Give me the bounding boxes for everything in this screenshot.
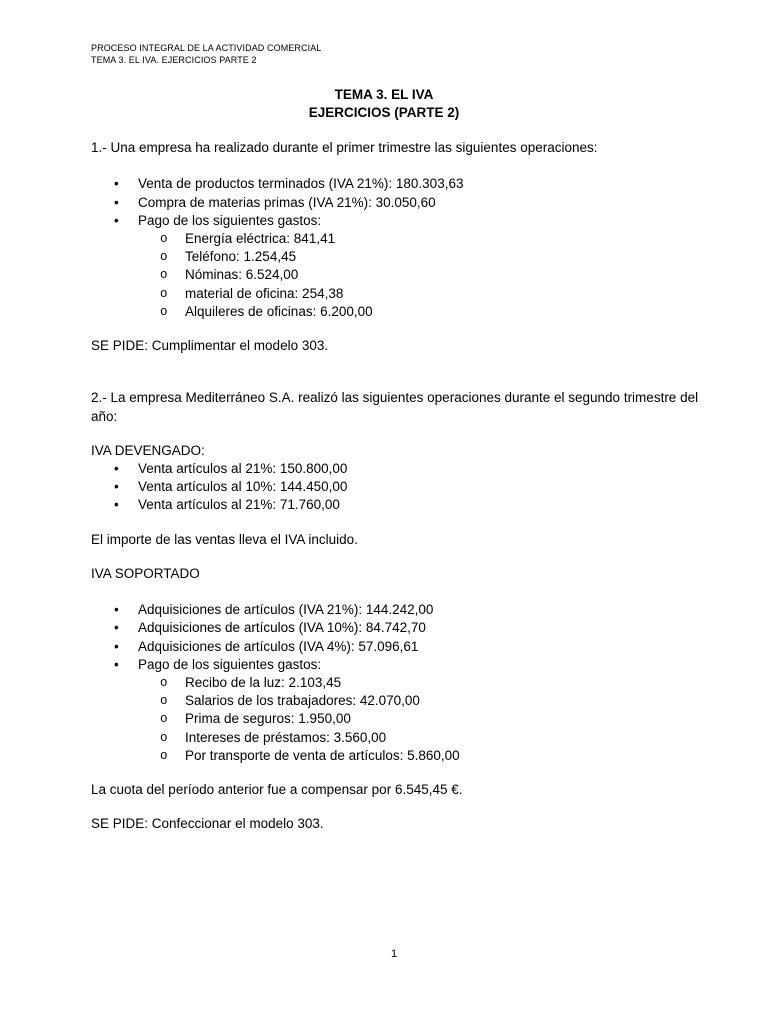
- sub-list-item: o Prima de seguros: 1.950,00: [185, 710, 705, 728]
- document-subtitle: EJERCICIOS (PARTE 2): [308, 105, 460, 120]
- list-item: • Pago de los siguientes gastos: o Energía eléctrica: 841,41 o Teléfono: 1.254,45 o Nóminas: 6.524,00 o material de oficina: 254,38 o Alquileres de oficinas: 6.200,00: [138, 212, 705, 321]
- running-header-course: PROCESO INTEGRAL DE LA ACTIVIDAD COMERCIAL: [91, 43, 322, 53]
- sub-list-item: o Recibo de la luz: 2.103,45: [185, 674, 705, 692]
- list-item: • Venta artículos al 21%: 71.760,00: [138, 496, 705, 514]
- list-item: • Venta de productos terminados (IVA 21%): 180.303,63: [138, 175, 705, 193]
- circle-bullet-icon: o: [160, 232, 168, 246]
- exercise-2-expenses-list: [138, 674, 705, 765]
- sub-list-item: o Por transporte de venta de artículos: 5.860,00: [185, 747, 705, 765]
- bullet-icon: •: [114, 656, 119, 672]
- circle-bullet-icon: o: [160, 676, 168, 691]
- bullet-icon: •: [114, 497, 119, 513]
- list-item: • Compra de materias primas (IVA 21%): 30.050,60: [138, 194, 705, 212]
- bullet-icon: •: [114, 638, 119, 654]
- document-body: [91, 139, 705, 833]
- circle-bullet-icon: o: [160, 304, 168, 319]
- circle-bullet-icon: o: [160, 250, 168, 265]
- list-item: • Venta artículos al 10%: 144.450,00: [138, 478, 705, 496]
- circle-bullet-icon: o: [160, 286, 168, 301]
- list-item: • Venta artículos al 21%: 150.800,00: [138, 460, 705, 478]
- circle-bullet-icon: o: [160, 694, 168, 709]
- circle-bullet-icon: o: [160, 712, 168, 727]
- circle-bullet-icon: o: [160, 268, 168, 283]
- exercise-2-task: SE PIDE: Confeccionar el modelo 303.: [91, 816, 324, 832]
- circle-bullet-icon: o: [160, 730, 168, 745]
- sub-list-item: o Salarios de los trabajadores: 42.070,00: [185, 692, 705, 710]
- sub-list-item: o material de oficina: 254,38: [185, 285, 705, 303]
- list-item: • Pago de los siguientes gastos: o Recibo de la luz: 2.103,45 o Salarios de los trabajadores: 42.070,00 o Prima de seguros: 1.950,00 o Intereses de préstamos: 3.560,00 o Por transporte de venta de artículos: 5.860,00: [138, 656, 705, 765]
- bullet-icon: •: [114, 602, 119, 618]
- exercise-1-expenses-list: [138, 230, 705, 321]
- circle-bullet-icon: o: [160, 748, 168, 763]
- iva-devengado-list: [91, 460, 705, 515]
- running-header-topic: TEMA 3. EL IVA. EJERCICIOS PARTE 2: [91, 55, 257, 65]
- bullet-icon: •: [114, 194, 119, 210]
- page-number: 1: [390, 948, 398, 960]
- iva-soportado-heading: IVA SOPORTADO: [91, 565, 200, 581]
- bullet-icon: •: [114, 212, 119, 228]
- sub-list-item: o Energía eléctrica: 841,41: [185, 230, 705, 248]
- document-title: TEMA 3. EL IVA: [334, 87, 434, 102]
- iva-soportado-list: [91, 601, 705, 765]
- sub-list-item: o Intereses de préstamos: 3.560,00: [185, 729, 705, 747]
- exercise-1-operations-list: [91, 175, 705, 321]
- list-item: • Adquisiciones de artículos (IVA 4%): 57.096,61: [138, 638, 705, 656]
- vat-included-note: El importe de las ventas lleva el IVA incluido.: [91, 531, 358, 547]
- sub-list-item: o Alquileres de oficinas: 6.200,00: [185, 303, 705, 321]
- list-item: • Adquisiciones de artículos (IVA 21%): 144.242,00: [138, 601, 705, 619]
- exercise-1-task: SE PIDE: Cumplimentar el modelo 303.: [91, 338, 329, 354]
- exercise-1-intro: 1.- Una empresa ha realizado durante el primer trimestre las siguientes operaciones:: [91, 140, 598, 155]
- bullet-icon: •: [114, 461, 119, 477]
- sub-list-item: o Nóminas: 6.524,00: [185, 266, 705, 284]
- previous-period-quota: La cuota del período anterior fue a compensar por 6.545,45 €.: [91, 782, 463, 798]
- bullet-icon: •: [114, 176, 119, 192]
- bullet-icon: •: [114, 479, 119, 495]
- exercise-2-intro: 2.- La empresa Mediterráneo S.A. realizó las siguientes operaciones durante el segundo trimestre del año:: [91, 390, 699, 424]
- iva-devengado-heading: IVA DEVENGADO:: [91, 442, 205, 458]
- sub-list-item: o Teléfono: 1.254,45: [185, 248, 705, 266]
- bullet-icon: •: [114, 620, 119, 636]
- list-item: • Adquisiciones de artículos (IVA 10%): 84.742,70: [138, 619, 705, 637]
